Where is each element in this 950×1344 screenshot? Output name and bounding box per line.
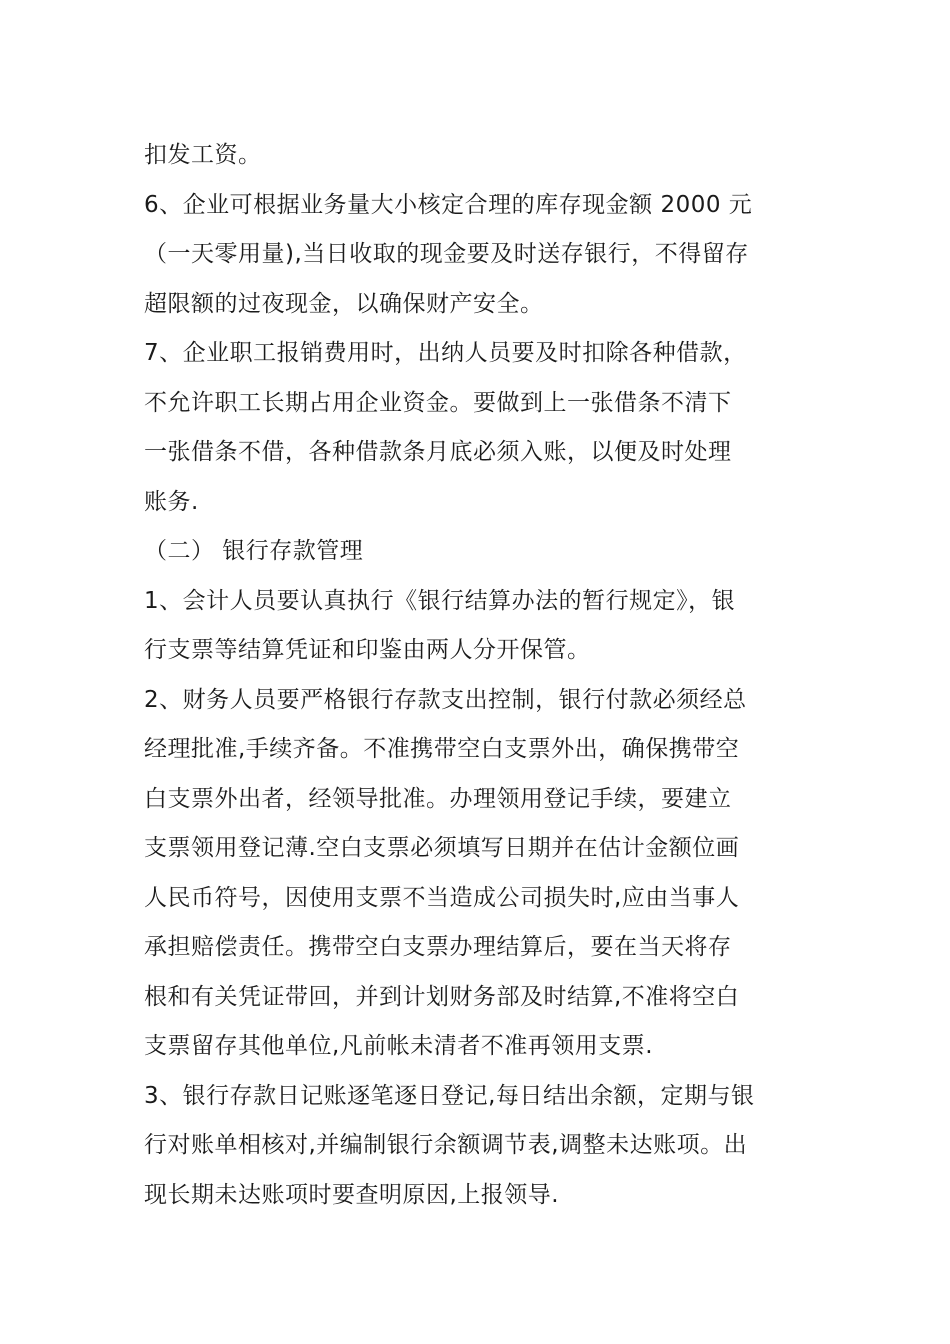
text-line: 经理批准,手续齐备。不准携带空白支票外出，确保携带空 xyxy=(144,736,740,762)
document-body xyxy=(144,131,808,1220)
text-line: 一张借条不借，各种借款条月底必须入账，以便及时处理 xyxy=(144,439,732,465)
text-line: 人民币符号，因使用支票不当造成公司损失时,应由当事人 xyxy=(144,884,740,911)
text-line: 支票留存其他单位,凡前帐未清者不准再领用支票. xyxy=(144,1033,654,1059)
text-line: 行对账单相核对,并编制银行余额调节表,调整未达账项。出 xyxy=(144,1132,748,1158)
text-line: 7、企业职工报销费用时，出纳人员要及时扣除各种借款， xyxy=(144,340,747,366)
text-line: 不允许职工长期占用企业资金。要做到上一张借条不清下 xyxy=(144,389,732,416)
text-line: 3、银行存款日记账逐笔逐日登记,每日结出余额，定期与银 xyxy=(144,1082,755,1109)
section-heading: （二） 银行存款管理 xyxy=(144,538,364,564)
text-line: 现长期未达账项时要查明原因,上报领导. xyxy=(144,1181,560,1208)
text-line: （一天零用量),当日收取的现金要及时送存银行，不得留存 xyxy=(144,241,749,267)
text-line: 白支票外出者，经领导批准。办理领用登记手续，要建立 xyxy=(144,785,732,812)
text-line: 1、会计人员要认真执行《银行结算办法的暂行规定》，银 xyxy=(144,587,736,614)
text-line: 行支票等结算凭证和印鉴由两人分开保管。 xyxy=(144,637,591,663)
text-line: 2、财务人员要严格银行存款支出控制，银行付款必须经总 xyxy=(144,686,747,713)
text-line: 扣发工资。 xyxy=(144,142,262,168)
text-line: 账务. xyxy=(144,488,199,515)
text-line: 承担赔偿责任。携带空白支票办理结算后，要在当天将存 xyxy=(144,934,732,960)
text-line: 超限额的过夜现金，以确保财产安全。 xyxy=(144,290,544,317)
text-line: 支票领用登记薄.空白支票必须填写日期并在估计金额位画 xyxy=(144,835,740,861)
text-line: 6、企业可根据业务量大小核定合理的库存现金额 2000 元 xyxy=(144,191,753,218)
text-line: 根和有关凭证带回，并到计划财务部及时结算,不准将空白 xyxy=(144,983,740,1010)
